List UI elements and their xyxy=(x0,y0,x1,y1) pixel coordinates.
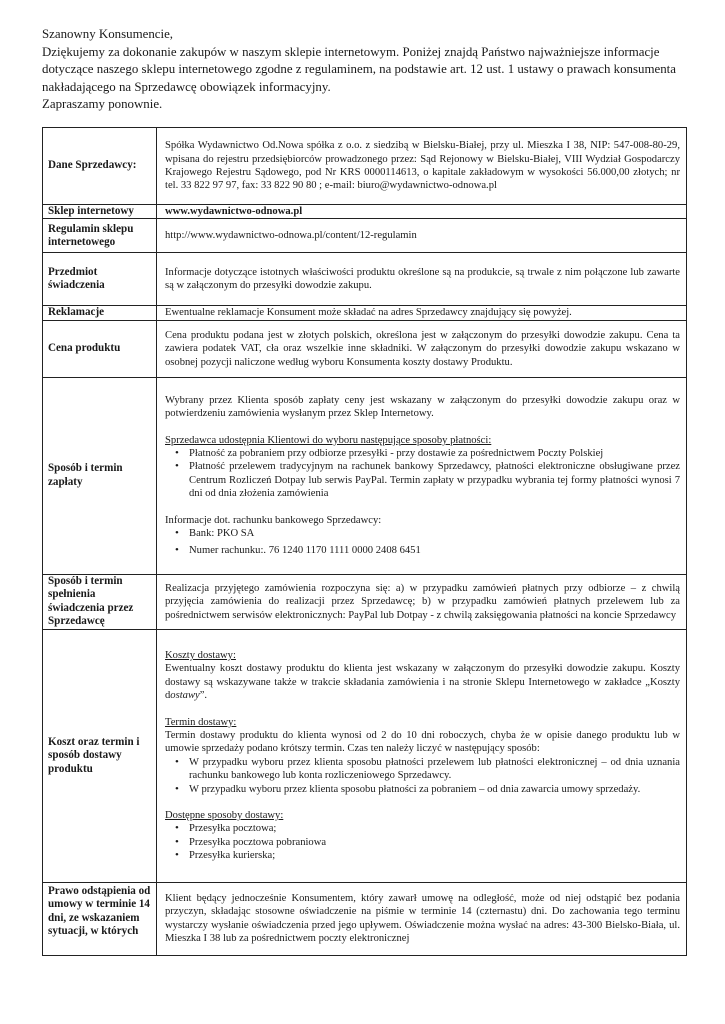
shop-url-link[interactable]: www.wydawnictwo-odnowa.pl xyxy=(157,205,687,219)
list-item: • Płatność przelewem tradycyjnym na rachunek bankowy Sprzedawcy, płatności elektroniczne obsługiwane przez Centrum Rozliczeń Dotpay lub serwis PayPal. Termin zapłaty w przypadku wybrania tej formy płatności wynosi 7 dni od dnia złożenia zamówienia xyxy=(189,460,680,500)
row-value-payment xyxy=(157,377,687,574)
table-row xyxy=(43,205,687,219)
row-label-delivery: Koszt oraz termin i sposób dostawy produktu xyxy=(43,629,157,882)
delivery-methods-heading: Dostępne sposoby dostawy: xyxy=(165,810,284,822)
list-item: • Płatność za pobraniem przy odbiorze przesyłki - przy dostawie za pośrednictwem Poczty Polskiej xyxy=(189,447,680,460)
delivery-time-heading: Termin dostawy: xyxy=(165,716,237,728)
row-value-seller: Spółka Wydawnictwo Od.Nowa spółka z o.o. z siedzibą w Bielsku-Białej, przy ul. Mieszka I 38, NIP: 547-008-80-29, wpisana do rejestru przedsiębiorców prowadzonego przez: Sąd Rejonowy w Bielsku-Białej, VIII Wydział Gospodarczy Krajowego Rejestru Sądowego, pod Nr KRS 0000114613, o kapitale zakładowym w wysokości 56.000,00 złotych; nr tel. 33 822 97 97, fax: 33 822 90 80 ; e-mail: biuro@wydawnictwo-odnowa.pl xyxy=(157,128,687,205)
row-label-seller: Dane Sprzedawcy: xyxy=(43,128,157,205)
payment-intro: Wybrany przez Klienta sposób zapłaty ceny jest wskazany w załączonym do przesyłki dowodzie zakupu oraz w potwierdzeniu zamówienia wysłanym przez Sklep Internetowy. xyxy=(165,394,680,420)
row-label-shop: Sklep internetowy xyxy=(43,205,157,219)
list-item: • W przypadku wyboru przez klienta sposobu płatności przelewem lub płatności elektronicznej – od dnia uznania rachunku bankowego lub konta rozliczeniowego Sprzedawcy. xyxy=(189,756,680,783)
list-item: • Przesyłka kurierska; xyxy=(189,849,680,862)
terms-url-link[interactable]: http://www.wydawnictwo-odnowa.pl/content/12-regulamin xyxy=(157,219,687,253)
delivery-cost-heading: Koszty dostawy: xyxy=(165,649,236,661)
row-label-complaints: Reklamacje xyxy=(43,306,157,320)
row-label-fulfilment: Sposób i termin spełnienia świadczenia przez Sprzedawcę xyxy=(43,574,157,629)
list-item: • Bank: PKO SA xyxy=(189,527,680,540)
bank-info-list xyxy=(165,527,680,558)
table-row xyxy=(43,219,687,253)
row-label-payment: Sposób i termin zapłaty xyxy=(43,377,157,574)
row-value-fulfilment: Realizacja przyjętego zamówienia rozpoczyna się: a) w przypadku zamówień płatnych przy odbiorze – z chwilą przyjęcia zamówienia do realizacji przez Sprzedawcę; b) w przypadku zamówień płatnych przelewem lub za pośrednictwem serwisów elektronicznych: PayPal lub Dotpay - z chwilą zaksięgowania płatności na koncie Sprzedawcy xyxy=(157,574,687,629)
intro-letter xyxy=(42,26,692,114)
table-row xyxy=(43,629,687,882)
delivery-methods-list xyxy=(165,822,680,862)
intro-closing: Zapraszamy ponownie. xyxy=(42,97,163,112)
intro-greeting: Szanowny Konsumencie, xyxy=(42,27,174,41)
table-row xyxy=(43,574,687,629)
row-label-subject: Przedmiot świadczenia xyxy=(43,253,157,306)
list-item: • Przesyłka pocztowa; xyxy=(189,822,680,835)
bank-info-heading: Informacje dot. rachunku bankowego Sprzedawcy: xyxy=(165,514,382,526)
table-row xyxy=(43,128,687,205)
row-value-complaints: Ewentualne reklamacje Konsument może składać na adres Sprzedawcy znajdujący się powyżej. xyxy=(157,306,687,320)
table-row xyxy=(43,253,687,306)
delivery-time-list xyxy=(165,756,680,796)
table-row xyxy=(43,306,687,320)
payment-methods-list xyxy=(165,447,680,501)
row-value-withdrawal: Klient będący jednocześnie Konsumentem, który zawarł umowę na odległość, może od niej odstąpić bez podania przyczyn, składając stosowne oświadczenie na piśmie w terminie 14 (czternastu) dni. Do zachowania tego terminu wystarczy wysłanie oświadczenia przed jego upływem. Oświadczenie można wysłać na adres: 43-300 Bielsko-Biała, ul. Mieszka I 38 lub za pośrednictwem poczty elektronicznej xyxy=(157,882,687,955)
row-value-subject: Informacje dotyczące istotnych właściwości produktu określone są na produkcie, są trwale z nim połączone lub zawarte są w załączonym do przesyłki dowodzie zakupu. xyxy=(157,253,687,306)
table-row xyxy=(43,377,687,574)
list-item: • W przypadku wyboru przez klienta sposobu płatności za pobraniem – od dnia zawarcia umowy sprzedaży. xyxy=(189,783,680,796)
row-value-delivery xyxy=(157,629,687,882)
list-item: • Numer rachunku:. 76 1240 1170 1111 0000 2408 6451 xyxy=(189,544,680,557)
row-label-price: Cena produktu xyxy=(43,320,157,377)
table-row xyxy=(43,320,687,377)
table-row xyxy=(43,882,687,955)
row-value-price: Cena produktu podana jest w złotych polskich, określona jest w załączonym do przesyłki dowodzie zakupu. Cena ta zawiera podatek VAT, cła oraz wszelkie inne składniki. W załączonym do przesyłki dowodzie zakupu wskazano w osobnej pozycji naliczone według wyboru Konsumenta koszty dostawy Produktu. xyxy=(157,320,687,377)
delivery-time-text: Termin dostawy produktu do klienta wynosi od 2 do 10 dni roboczych, chyba że w opisie danego produktu lub w umowie sprzedaży podano krótszy termin. Czas ten należy liczyć w następujący sposób: xyxy=(165,730,680,755)
seller-info-table xyxy=(42,127,687,956)
intro-body: Dziękujemy za dokonanie zakupów w naszym sklepie internetowym. Poniżej znajdą Państwo najważniejsze informacje dotyczące naszego sklepu internetowego zgodne z regulaminem, na podstawie art. 12 ust. 1 ustawy o prawach konsumenta nakładającego na Sprzedawcę obowiązek informacyjny. xyxy=(42,44,676,94)
row-label-terms: Regulamin sklepu internetowego xyxy=(43,219,157,253)
delivery-cost-text: Ewentualny koszt dostawy produktu do klienta jest wskazany w załączonym do przesyłki dowodzie zakupu. Koszty dostawy są wskazywane także w trakcie składania zamówienia i na stronie Sklepu Internetowego w zakładce „Koszty dostawy”. xyxy=(165,663,680,702)
row-label-withdrawal: Prawo odstąpienia od umowy w terminie 14 dni, ze wskazaniem sytuacji, w których xyxy=(43,882,157,955)
payment-methods-heading: Sprzedawca udostępnia Klientowi do wyboru następujące sposoby płatności: xyxy=(165,434,492,446)
list-item: • Przesyłka pocztowa pobraniowa xyxy=(189,836,680,849)
